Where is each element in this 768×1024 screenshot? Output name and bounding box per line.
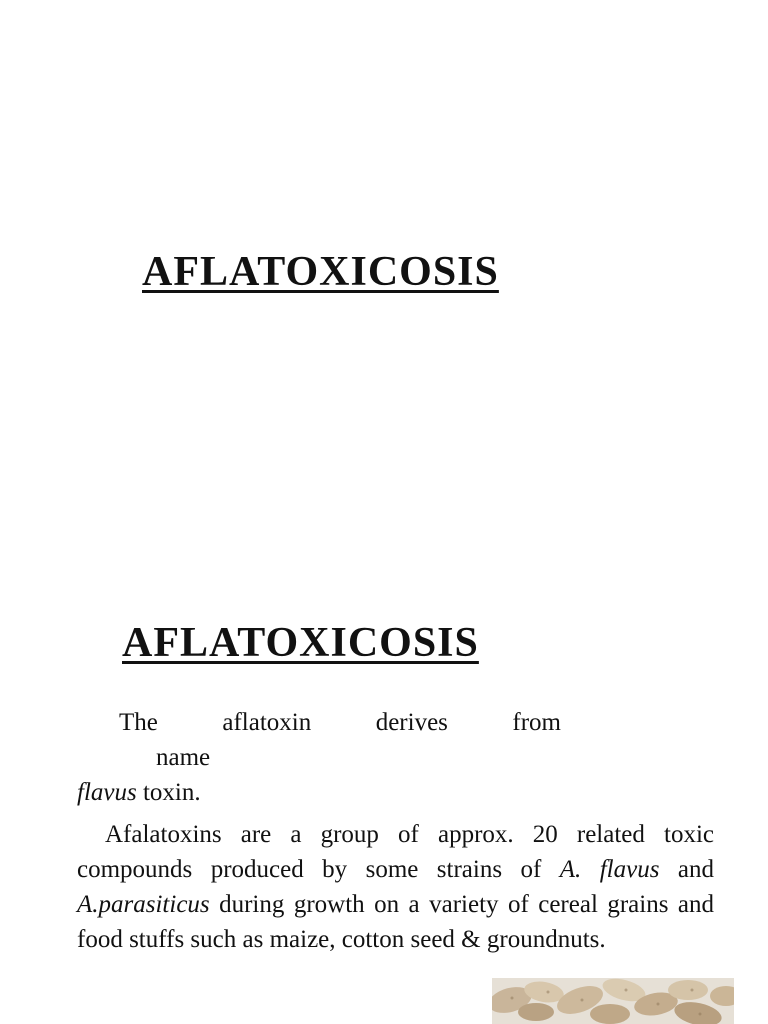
body-paragraph <box>77 817 714 957</box>
intro-word-2: aflatoxin <box>222 709 312 736</box>
intro-word-4: from <box>512 709 561 736</box>
intro-word-1: The <box>119 709 158 736</box>
intro-line-1 <box>119 705 561 740</box>
intro-line-2 <box>156 740 637 775</box>
intro-tail: toxin. <box>136 779 201 806</box>
intro-line-3 <box>77 775 637 810</box>
body-italic-1: A. flavus <box>559 856 660 883</box>
body-text-2: and <box>659 856 715 883</box>
intro-word-3: derives <box>375 709 448 736</box>
intro-italic-term: flavus <box>77 779 137 806</box>
section-title: AFLATOXICOSIS <box>122 620 479 666</box>
body-italic-2: A.parasiticus <box>77 891 210 918</box>
body-text-1: Afalatoxins are a group of approx. 20 related toxic compounds produced by some strains of <box>77 821 714 883</box>
intro-word-name: name <box>156 744 211 771</box>
body-text-3: during growth on a variety of cereal grains and food stuffs such as maize, cotton seed & groundnuts. <box>77 891 714 953</box>
intro-paragraph <box>77 705 637 810</box>
cover-title: AFLATOXICOSIS <box>142 249 499 295</box>
groundnuts-photo <box>492 978 734 1024</box>
